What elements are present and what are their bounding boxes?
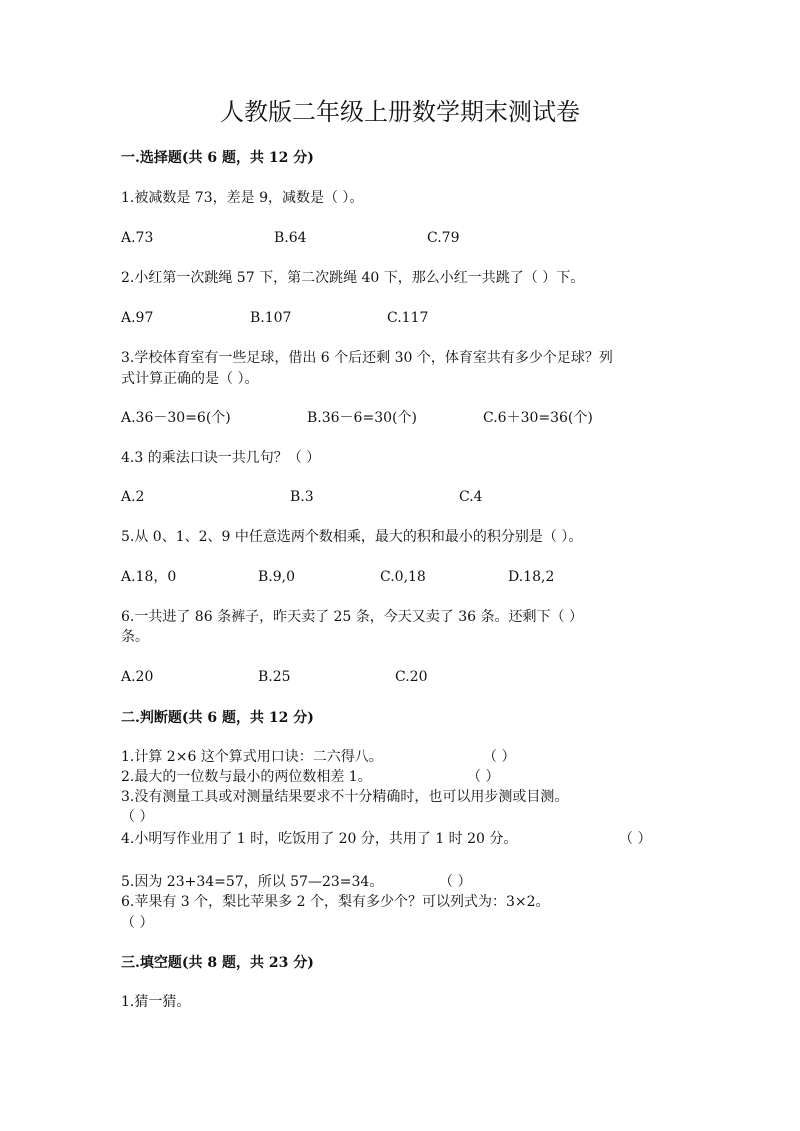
question-1-4-option-a: A.2 bbox=[121, 489, 145, 505]
question-1-1-option-a: A.73 bbox=[121, 230, 154, 246]
question-1-5-text: 5.从 0、1、2、9 中任意选两个数相乘，最大的积和最小的积分别是（ ）。 bbox=[121, 529, 583, 545]
question-1-4-text: 4.3 的乘法口诀一共几句？（ ） bbox=[121, 450, 321, 466]
section-1-heading: 一.选择题(共 6 题，共 12 分) bbox=[121, 150, 314, 166]
question-1-3-line1: 3.学校体育室有一些足球，借出 6 个后还剩 30 个，体育室共有多少个足球？列 bbox=[121, 350, 613, 366]
question-1-6-line2: 条。 bbox=[121, 629, 149, 645]
question-1-5-option-a: A.18，0 bbox=[121, 569, 177, 585]
judge-2-3-blank: （ ） bbox=[121, 809, 154, 825]
judge-2-3-text: 3.没有测量工具或对测量结果要求不十分精确时，也可以用步测或目测。 bbox=[121, 789, 569, 805]
question-1-2-option-b: B.107 bbox=[250, 310, 292, 326]
judge-2-5-blank: （ ） bbox=[439, 874, 472, 890]
section-3-heading: 三.填空题(共 8 题，共 23 分) bbox=[121, 955, 314, 971]
judge-2-6-text: 6.苹果有 3 个，梨比苹果多 2 个，梨有多少个？可以列式为：3×2。 bbox=[121, 894, 550, 910]
question-1-1-option-c: C.79 bbox=[427, 230, 460, 246]
judge-2-6-blank: （ ） bbox=[121, 915, 154, 931]
question-1-6-option-c: C.20 bbox=[395, 669, 428, 685]
section-2-heading: 二.判断题(共 6 题，共 12 分) bbox=[121, 710, 314, 726]
question-1-2-text: 2.小红第一次跳绳 57 下，第二次跳绳 40 下，那么小红一共跳了（ ）下。 bbox=[121, 270, 585, 286]
question-1-4-option-b: B.3 bbox=[290, 489, 314, 505]
question-1-3-option-b: B.36－6=30(个) bbox=[307, 410, 417, 426]
question-1-1-text: 1.被减数是 73，差是 9，减数是（ ）。 bbox=[121, 190, 364, 206]
judge-2-4-text: 4.小明写作业用了 1 时，吃饭用了 20 分，共用了 1 时 20 分。 bbox=[121, 831, 518, 847]
question-1-6-option-a: A.20 bbox=[121, 669, 154, 685]
question-1-3-option-a: A.36－30=6(个) bbox=[121, 410, 231, 426]
question-1-2-option-c: C.117 bbox=[387, 310, 429, 326]
question-1-5-option-b: B.9,0 bbox=[258, 569, 296, 585]
question-1-3-line2: 式计算正确的是（ ）。 bbox=[121, 371, 259, 387]
question-1-6-option-b: B.25 bbox=[258, 669, 291, 685]
judge-2-1-text: 1.计算 2×6 这个算式用口诀：二六得八。 bbox=[121, 749, 383, 765]
judge-2-5-text: 5.因为 23+34=57，所以 57—23=34。 bbox=[121, 874, 384, 890]
question-1-1-option-b: B.64 bbox=[274, 230, 307, 246]
question-1-4-option-c: C.4 bbox=[459, 489, 483, 505]
page-title: 人教版二年级上册数学期末测试卷 bbox=[220, 98, 580, 126]
fill-3-1-text: 1.猜一猜。 bbox=[121, 994, 191, 1010]
judge-2-2-blank: （ ） bbox=[467, 769, 500, 785]
question-1-5-option-d: D.18,2 bbox=[508, 569, 555, 585]
question-1-3-option-c: C.6＋30=36(个) bbox=[483, 410, 593, 426]
question-1-5-option-c: C.0,18 bbox=[380, 569, 426, 585]
question-1-6-line1: 6.一共进了 86 条裤子，昨天卖了 25 条，今天又卖了 36 条。还剩下（ ） bbox=[121, 609, 583, 625]
judge-2-2-text: 2.最大的一位数与最小的两位数相差 1。 bbox=[121, 769, 372, 785]
judge-2-4-blank: （ ） bbox=[619, 831, 652, 847]
judge-2-1-blank: （ ） bbox=[483, 749, 516, 765]
question-1-2-option-a: A.97 bbox=[121, 310, 154, 326]
